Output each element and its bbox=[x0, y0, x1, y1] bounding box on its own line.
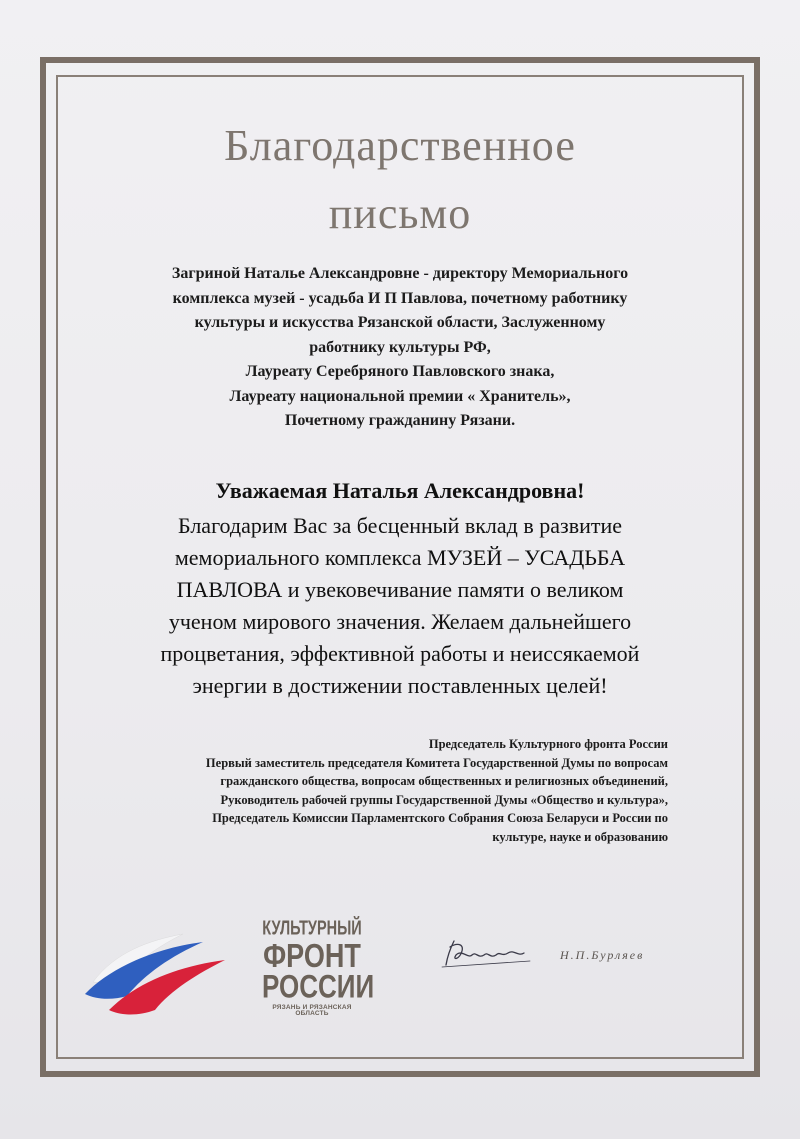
logo-line-3: РОССИИ bbox=[262, 966, 375, 1005]
signer-line: Руководитель рабочей группы Государственной Думы «Общество и культура», bbox=[220, 792, 668, 807]
message-line: энергии в достижении поставленных целей! bbox=[192, 673, 608, 698]
signer-line: Председатель Культурного фронта России bbox=[428, 737, 668, 751]
greeting: Уважаемая Наталья Александровна! bbox=[215, 478, 585, 503]
message-line: процветания, эффективной работы и неиссякаемой bbox=[160, 641, 640, 666]
recipient-line: работнику культуры РФ, bbox=[309, 338, 491, 356]
message-line: мемориального комплекса МУЗЕЙ – УСАДЬБА bbox=[174, 545, 626, 570]
signer-line: культуре, науке и образованию bbox=[492, 829, 668, 844]
handwritten-signature bbox=[438, 935, 538, 975]
message-line: Благодарим Вас за бесценный вклад в развитие bbox=[177, 513, 623, 538]
signer-titles bbox=[110, 735, 668, 846]
recipient-block bbox=[110, 262, 690, 434]
logo-line-1: КУЛЬТУРНЫЙ bbox=[262, 917, 362, 941]
title-line-1: Благодарственное bbox=[224, 121, 576, 170]
recipient-line: комплекса музей - усадьба И П Павлова, почетному работнику bbox=[172, 289, 628, 307]
logo-line-2: ФРОНТ bbox=[263, 936, 361, 975]
signer-line: Председатель Комиссии Парламентского Собрания Союза Беларуси и России по bbox=[212, 811, 668, 825]
kulturny-front-logo bbox=[262, 917, 375, 1018]
recipient-line: Загриной Наталье Александровне - директору Мемориального bbox=[171, 265, 629, 282]
message-line: ПАВЛОВА и увековечивание памяти о великом bbox=[176, 577, 624, 602]
signer-line: Первый заместитель председателя Комитета Государственной Думы по вопросам bbox=[205, 755, 668, 770]
recipient-line: Почетному гражданину Рязани. bbox=[284, 412, 516, 429]
recipient-line: Лауреату национальной премии « Хранитель», bbox=[229, 387, 571, 405]
title-line-2: письмо bbox=[328, 189, 472, 238]
message-body bbox=[100, 510, 700, 702]
message-line: ученом мирового значения. Желаем дальнейшего bbox=[168, 609, 632, 634]
tricolor-flag-icon bbox=[75, 930, 230, 1020]
recipient-line: Лауреату Серебряного Павловского знака, bbox=[245, 363, 555, 380]
signer-line: гражданского общества, вопросам общественных и религиозных объединений, bbox=[220, 774, 668, 788]
logo-line-4: РЯЗАНЬ И РЯЗАНСКАЯ ОБЛАСТЬ bbox=[272, 1003, 352, 1017]
recipient-line: культуры и искусства Рязанской области, Заслуженному bbox=[194, 314, 606, 331]
signature-name: Н.П.Бурляев bbox=[560, 948, 645, 962]
